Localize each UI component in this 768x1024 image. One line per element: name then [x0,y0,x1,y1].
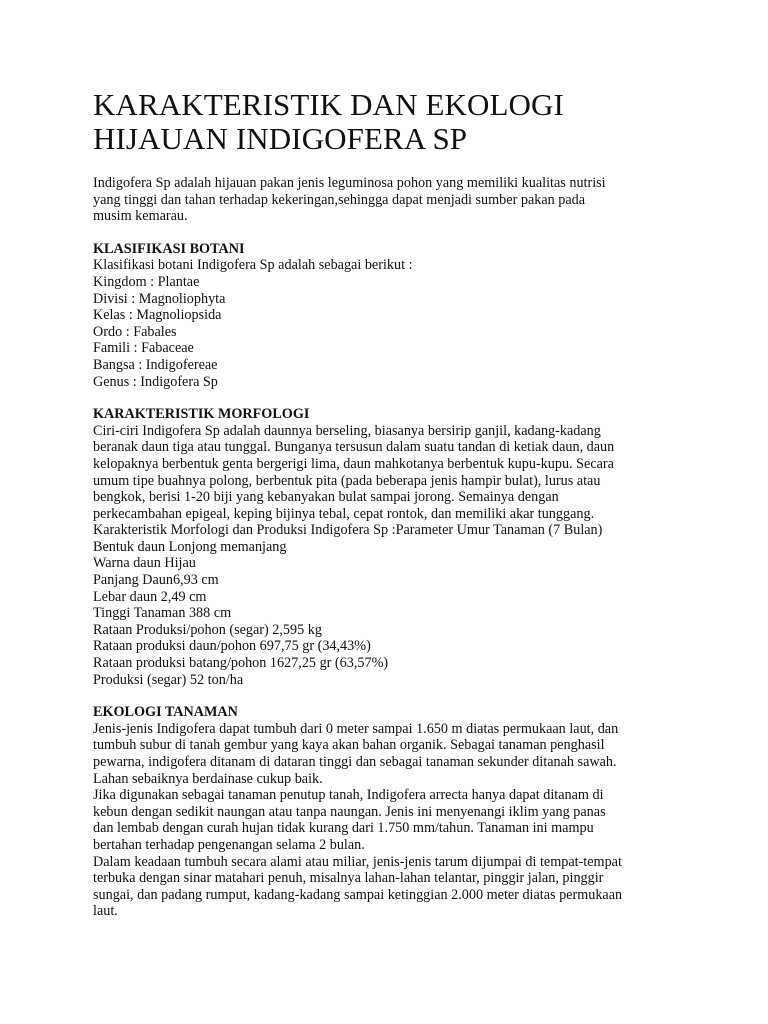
text-line: sungai, dan padang rumput, kadang-kadang sampai ketinggian 2.000 meter diatas permukaan [93,886,623,903]
text-line: terbuka dengan sinar matahari penuh, misalnya lahan-lahan telantar, pinggir jalan, pinggir [93,870,604,887]
text-line: pewarna, indigofera ditanam di dataran tinggi dan sebagai tanaman sekunder ditanah sawah. [93,754,617,770]
document-title [93,88,683,156]
section-heading: KARAKTERISTIK MORFOLOGI [93,406,310,423]
text-line: Rataan produksi batang/pohon 1627,25 gr (63,57%) [93,655,389,672]
title-line: HIJAUAN INDIGOFERA SP [93,121,468,156]
text-line: Tinggi Tanaman 388 cm [93,605,232,622]
text-line: laut. [93,903,118,920]
text-line: Indigofera Sp adalah hijauan pakan jenis leguminosa pohon yang memiliki kualitas nutrisi [93,175,606,191]
text-line: kebun dengan sedikit naungan atau tanpa naungan. Jenis ini menyenangi iklim yang panas [93,803,606,820]
text-line: kelopaknya berbentuk genta bergerigi lima, daun mahkotanya berbentuk kupu-kupu. Secara [93,455,614,472]
title-line: KARAKTERISTIK DAN EKOLOGI [93,87,564,122]
text-line: Karakteristik Morfologi dan Produksi Indigofera Sp :Parameter Umur Tanaman (7 Bulan) [93,522,603,539]
text-line: Jenis-jenis Indigofera dapat tumbuh dari 0 meter sampai 1.650 m diatas permukaan laut, dan [93,720,619,737]
section-ekologi-tanaman [93,704,683,920]
section-klasifikasi-botani [93,241,683,390]
text-line: dan lembab dengan curah hujan tidak kurang dari 1.750 mm/tahun. Tanaman ini mampu [93,820,594,837]
text-line: musim kemarau. [93,208,188,225]
text-line: Lahan sebaiknya berdainase cukup baik. [93,770,323,787]
text-line: beranak daun tiga atau tunggal. Bunganya tersusun dalam suatu tandan di ketiak daun, daun [93,439,615,456]
text-line: Dalam keadaan tumbuh secara alami atau miliar, jenis-jenis tarum dijumpai di tempat-tempat [93,853,622,870]
text-line: Divisi : Magnoliophyta [93,290,226,307]
text-line: Kingdom : Plantae [93,273,200,290]
text-line: Rataan produksi daun/pohon 697,75 gr (34,43%) [93,638,371,655]
text-line: Warna daun Hijau [93,555,196,572]
text-line: yang tinggi dan tahan terhadap kekeringan,sehingga dapat menjadi sumber pakan pada [93,191,586,208]
text-line: tumbuh subur di tanah gembur yang kaya akan bahan organik. Sebagai tanaman penghasil [93,737,605,754]
text-line: bertahan terhadap pengenangan selama 2 bulan. [93,836,365,853]
text-line: Genus : Indigofera Sp [93,373,218,390]
section-heading: KLASIFIKASI BOTANI [93,240,245,257]
text-line: bengkok, berisi 1-20 biji yang kebanyakan bulat sampai jorong. Semainya dengan [93,489,559,506]
text-line: Bangsa : Indigofereae [93,356,218,373]
text-line: Panjang Daun6,93 cm [93,572,219,589]
section-karakteristik-morfologi [93,406,683,688]
text-line: umum tipe buahnya polong, berbentuk pita (pada beberapa jenis hampir bulat), lurus atau [93,472,601,489]
document-page [93,88,683,920]
text-line: Ordo : Fabales [93,323,177,340]
text-line: Jika digunakan sebagai tanaman penutup tanah, Indigofera arrecta hanya dapat ditanam di [93,787,604,804]
text-line: Bentuk daun Lonjong memanjang [93,538,287,555]
text-line: Rataan Produksi/pohon (segar) 2,595 kg [93,621,322,638]
text-line: Ciri-ciri Indigofera Sp adalah daunnya berseling, biasanya bersirip ganjil, kadang-kadang [93,422,601,439]
text-line: Produksi (segar) 52 ton/ha [93,671,244,688]
section-heading: EKOLOGI TANAMAN [93,704,238,721]
intro-paragraph [93,175,683,225]
text-line: Kelas : Magnoliopsida [93,307,222,324]
text-line: Lebar daun 2,49 cm [93,588,207,605]
text-line: perkecambahan epigeal, keping bijinya tebal, cepat rontok, dan memiliki akar tunggang. [93,505,595,522]
text-line: Famili : Fabaceae [93,340,194,357]
text-line: Klasifikasi botani Indigofera Sp adalah sebagai berikut : [93,257,413,274]
